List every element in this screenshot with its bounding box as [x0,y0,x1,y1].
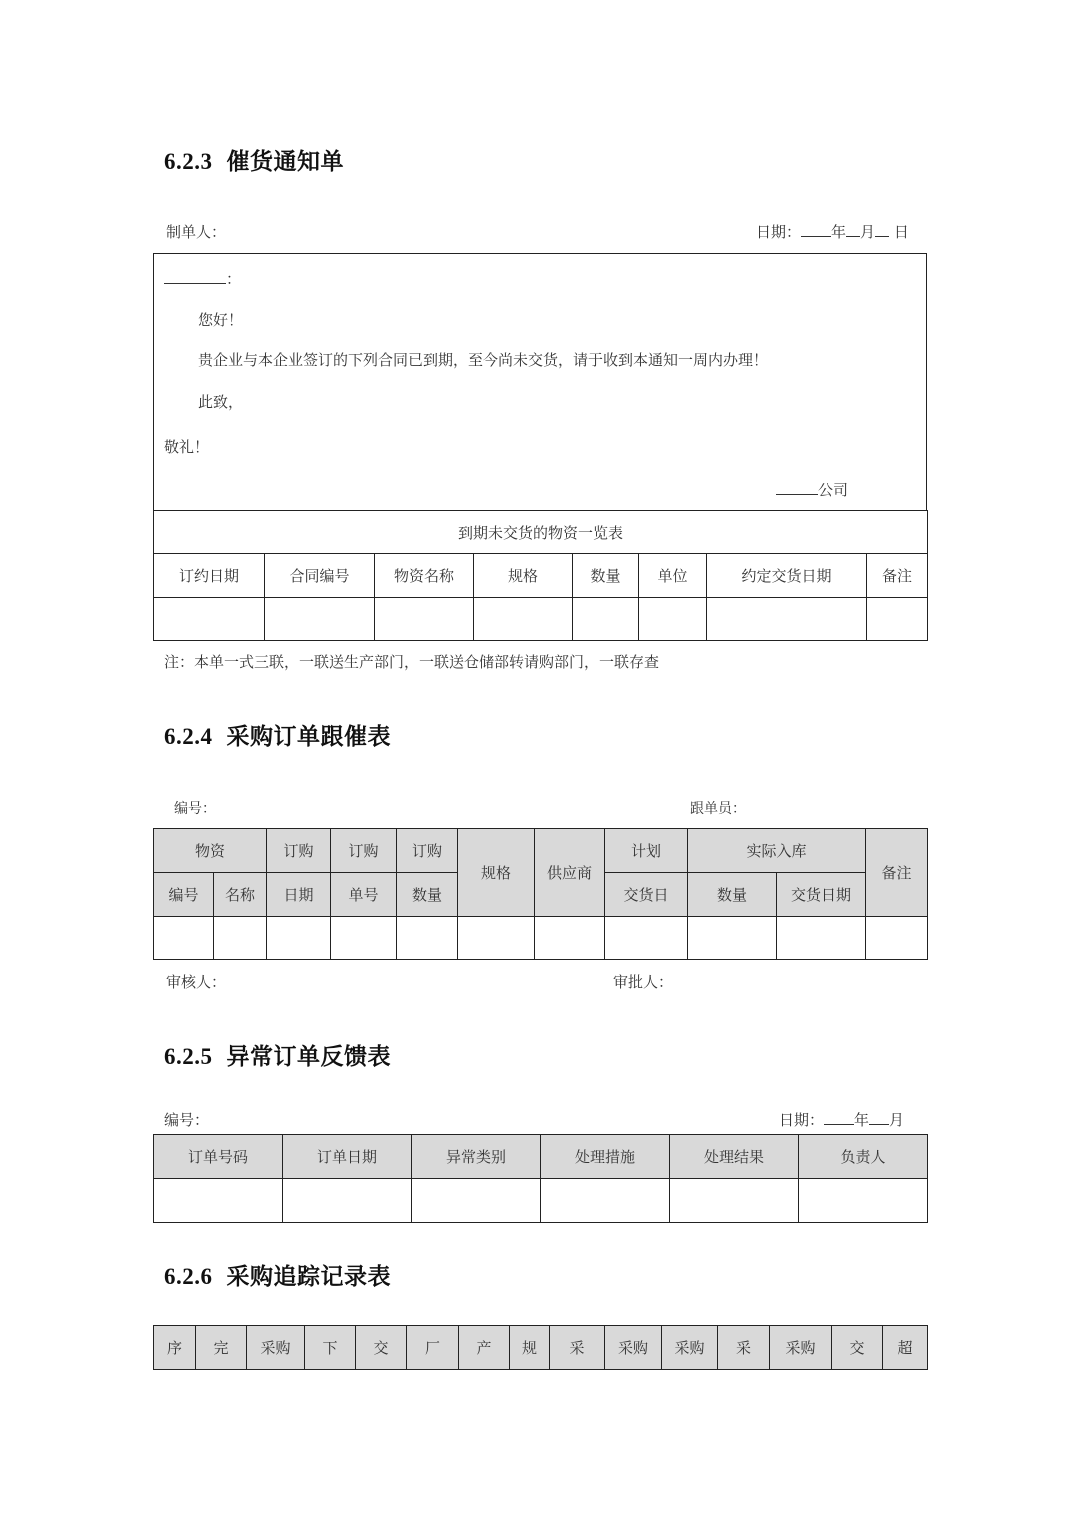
column-header: 交 [356,1326,407,1370]
id-label: 编号： [174,801,216,817]
column-header: 完 [196,1326,247,1370]
column-header: 订单日期 [283,1135,412,1179]
section-title: 催货通知单 [226,148,344,175]
closing-line-2: 敬礼！ [164,438,210,456]
header-supplier: 供应商 [535,829,605,917]
section-heading-624 [164,718,391,751]
column-header: 约定交货日期 [707,554,867,598]
month-blank[interactable] [869,1124,889,1125]
header-order-no: 单号 [331,873,397,917]
column-header: 规格 [474,554,573,598]
table-row [154,598,928,641]
greeting: 您好！ [198,311,244,329]
column-header: 采购 [605,1326,662,1370]
recipient-blank[interactable] [164,268,226,284]
section-number: 6.2.6 [164,1264,213,1289]
header-order-2: 订购 [331,829,397,873]
notice-body: 贵企业与本企业签订的下列合同已到期，至今尚未交货，请于收到本通知一周内办理！ [198,351,769,369]
column-header: 异常类别 [412,1135,541,1179]
section-title: 异常订单反馈表 [226,1043,391,1070]
table-cell[interactable] [474,598,573,641]
reviewer-label: 审核人： [166,973,227,991]
column-header: 单位 [639,554,707,598]
table-cell[interactable] [265,598,375,641]
column-header: 规 [510,1326,550,1370]
column-header: 数量 [573,554,639,598]
column-header: 产 [459,1326,510,1370]
column-header: 采 [718,1326,770,1370]
table-cell[interactable] [541,1179,670,1223]
company-line [776,479,848,500]
column-header: 下 [305,1326,356,1370]
column-header: 序 [154,1326,196,1370]
header-actual-date: 交货日期 [777,873,866,917]
id-label: 编号： [164,1111,210,1129]
month-blank[interactable] [846,236,860,237]
table-cell[interactable] [535,917,605,960]
column-header: 合同编号 [265,554,375,598]
header-actual-stock-in: 实际入库 [688,829,866,873]
header-code: 编号 [154,873,214,917]
header-remark: 备注 [866,829,928,917]
form-note: 注：本单一式三联，一联送生产部门，一联送仓储部转请购部门，一联存查 [164,653,660,671]
date-label: 日期： [756,223,802,241]
notice-letter-box [153,253,927,511]
header-delivery-day: 交货日 [605,873,688,917]
date-field [756,221,909,242]
recipient-colon: ： [226,270,242,288]
column-header: 采购 [247,1326,305,1370]
header-material: 物资 [154,829,267,873]
column-header: 负责人 [799,1135,928,1179]
table-cell[interactable] [799,1179,928,1223]
table-cell[interactable] [154,917,214,960]
closing-line-1: 此致， [198,393,244,411]
table-header-row [154,554,928,598]
column-header: 交 [832,1326,883,1370]
table-cell[interactable] [707,598,867,641]
follower-label: 跟单员： [690,801,746,817]
header-spec: 规格 [458,829,535,917]
table-cell[interactable] [777,917,866,960]
purchase-tracking-table [153,1325,928,1370]
section-heading-625 [164,1038,391,1071]
table-row [154,1179,928,1223]
column-header: 订单号码 [154,1135,283,1179]
table-header-row [154,1135,928,1179]
table-cell[interactable] [214,917,267,960]
table-cell[interactable] [639,598,707,641]
table-row [154,917,928,960]
column-header: 处理结果 [670,1135,799,1179]
column-header: 物资名称 [375,554,474,598]
header-order-3: 订购 [397,829,458,873]
table-cell[interactable] [375,598,474,641]
section-number: 6.2.4 [164,724,213,749]
maker-label: 制单人： [166,223,227,241]
year-label: 年 [831,223,847,241]
date-field [779,1109,904,1130]
section-title: 采购追踪记录表 [226,1263,391,1290]
overdue-materials-table [153,510,928,641]
column-header: 采购 [662,1326,718,1370]
column-header: 厂 [407,1326,459,1370]
table-cell[interactable] [688,917,777,960]
column-header: 备注 [867,554,928,598]
table-cell[interactable] [605,917,688,960]
month-label: 月 [889,1111,905,1129]
column-header: 处理措施 [541,1135,670,1179]
header-order-1: 订购 [267,829,331,873]
table-cell[interactable] [154,598,265,641]
list-title: 到期未交货的物资一览表 [154,511,928,554]
table-cell[interactable] [397,917,458,960]
column-header: 采 [550,1326,605,1370]
table-cell[interactable] [867,598,928,641]
table-cell[interactable] [154,1179,283,1223]
year-blank[interactable] [801,236,831,237]
company-label: 公司 [818,481,849,499]
column-header: 采购 [770,1326,832,1370]
column-header: 超 [883,1326,928,1370]
table-cell[interactable] [866,917,928,960]
table-cell[interactable] [458,917,535,960]
table-cell[interactable] [331,917,397,960]
table-cell[interactable] [283,1179,412,1223]
header-order-qty: 数量 [397,873,458,917]
section-number: 6.2.3 [164,149,213,174]
section-number: 6.2.5 [164,1044,213,1069]
header-name: 名称 [214,873,267,917]
header-plan: 计划 [605,829,688,873]
table-header-row [154,1326,928,1370]
order-followup-table [153,828,928,960]
recipient-line [164,268,241,289]
day-label: 日 [893,223,909,241]
approver-label: 审批人： [613,973,674,991]
abnormal-order-table [153,1134,928,1223]
company-blank[interactable] [776,479,818,495]
header-order-date: 日期 [267,873,331,917]
header-actual-qty: 数量 [688,873,777,917]
table-cell[interactable] [573,598,639,641]
year-blank[interactable] [824,1124,854,1125]
column-header: 订约日期 [154,554,265,598]
table-cell[interactable] [267,917,331,960]
year-label: 年 [854,1111,870,1129]
section-heading-623 [164,143,344,176]
day-blank[interactable] [875,236,889,237]
table-cell[interactable] [670,1179,799,1223]
month-label: 月 [860,223,876,241]
section-title: 采购订单跟催表 [226,723,391,750]
table-cell[interactable] [412,1179,541,1223]
date-label: 日期： [779,1111,825,1129]
section-heading-626 [164,1258,391,1291]
